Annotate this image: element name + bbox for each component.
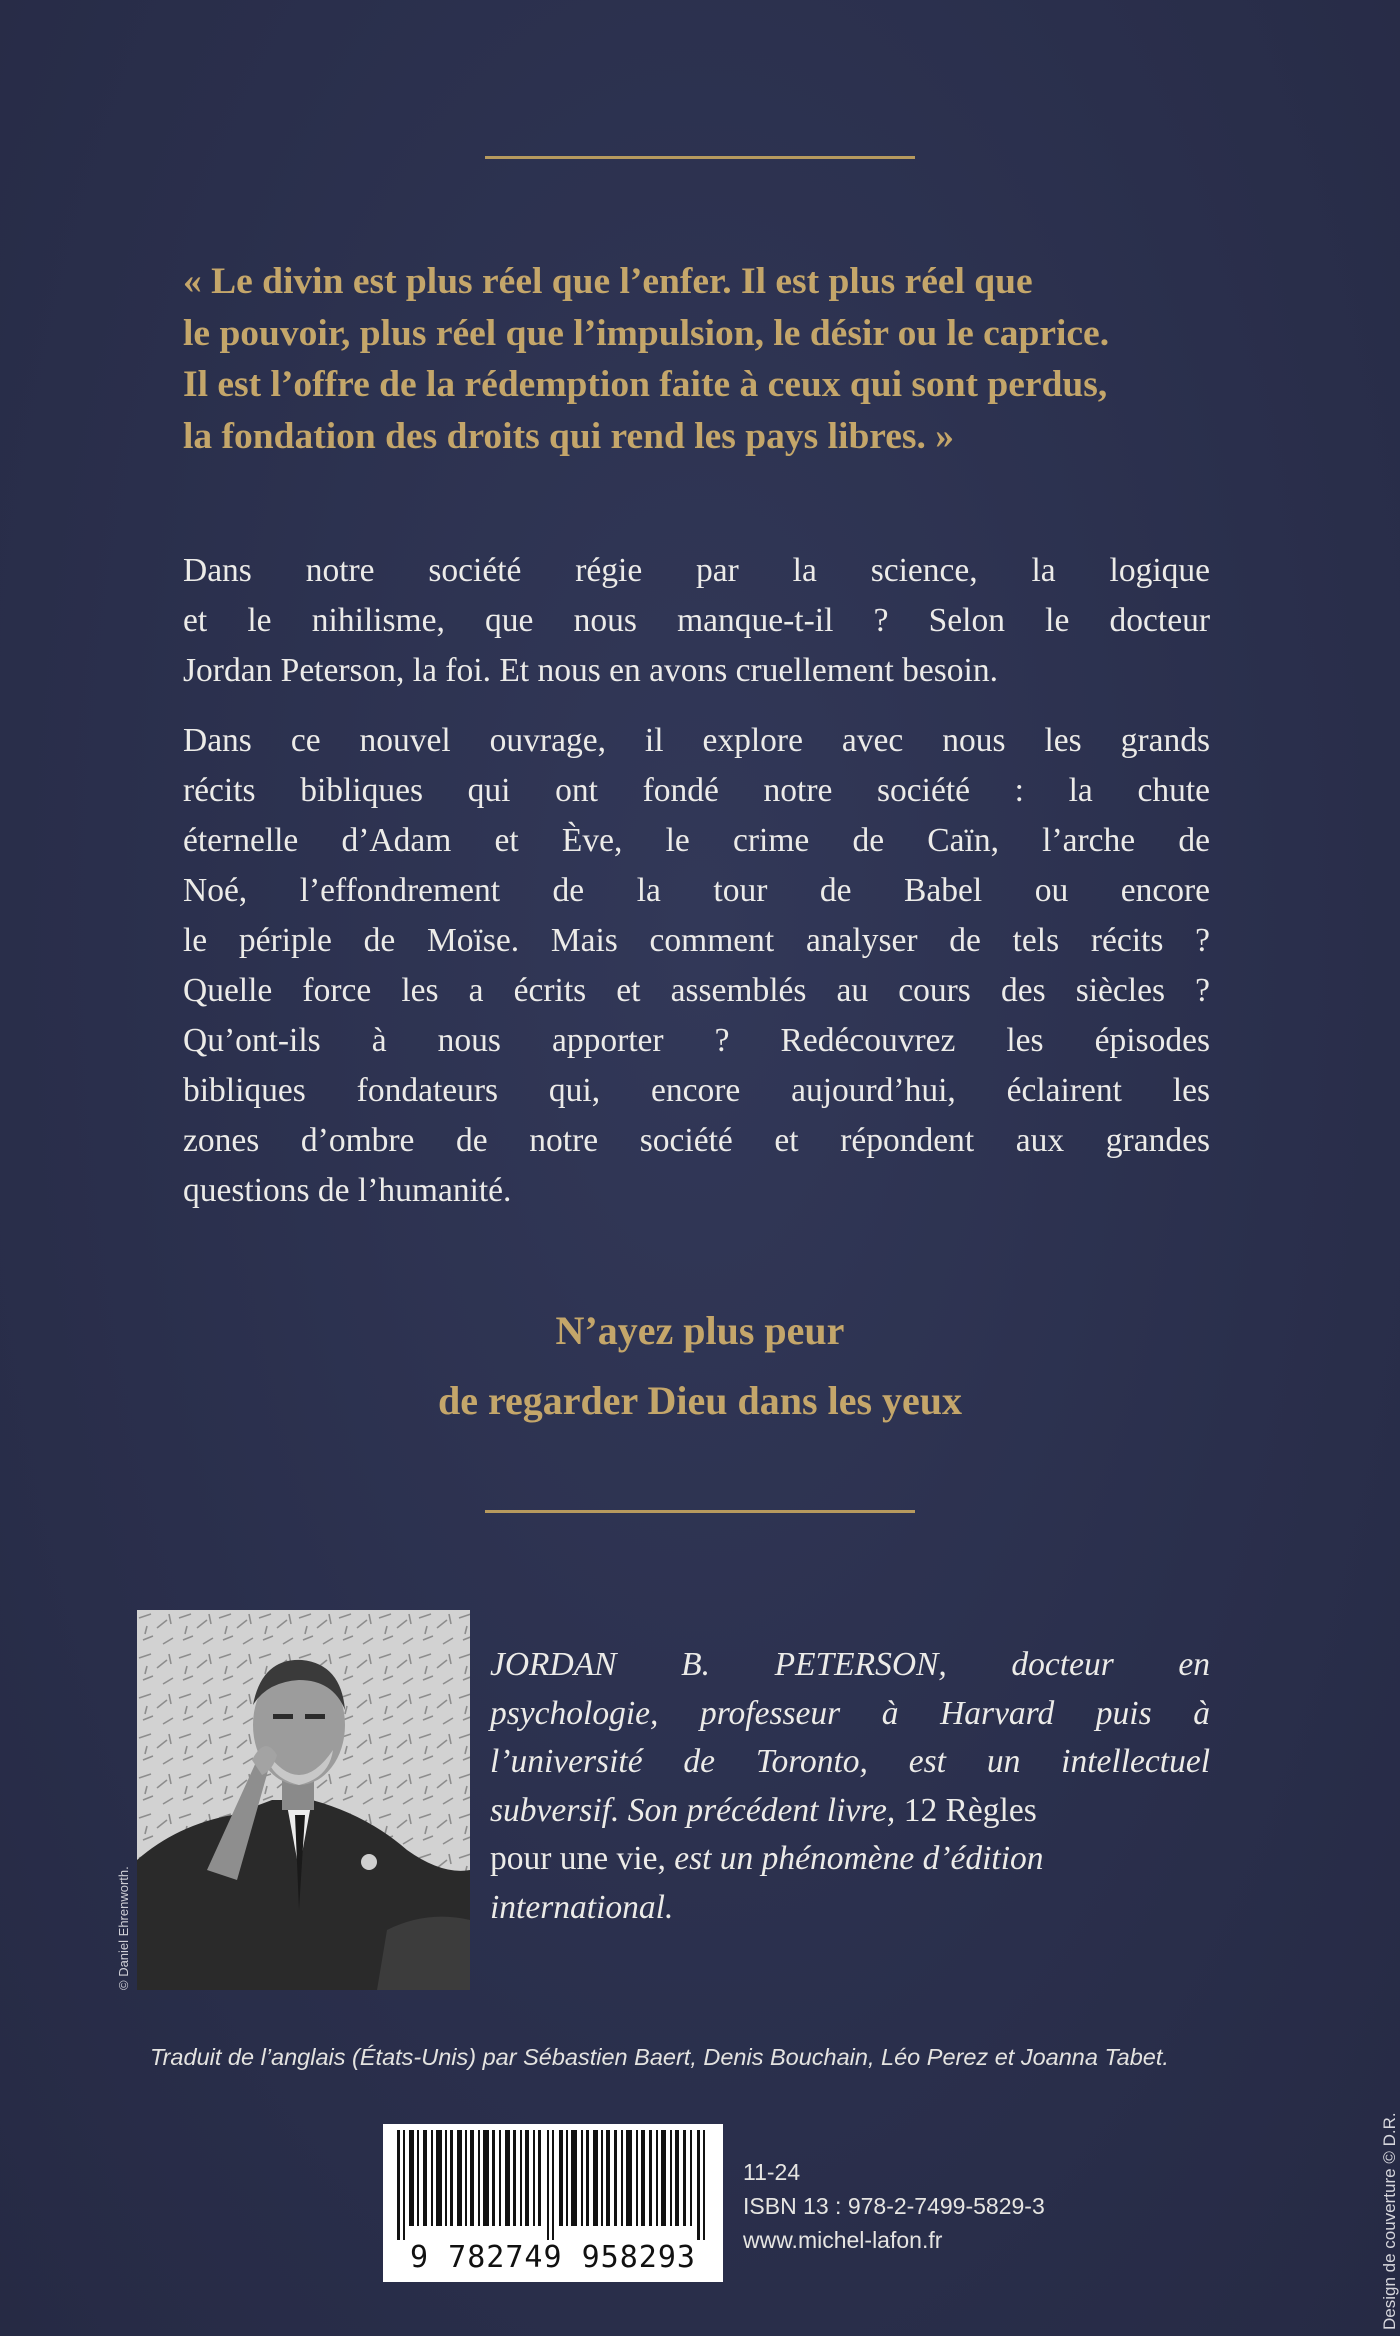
description-paragraph (183, 716, 1210, 1216)
bio-text: est un phénomène d’édition (674, 1840, 1044, 1877)
quote-line: le pouvoir, plus réel que l’impulsion, le désir ou le caprice. (183, 312, 1110, 354)
paragraph-line: éternelle d’Adam et Ève, le crime de Caïn, l’arche de (183, 822, 1210, 859)
publisher-website: www.michel-lafon.fr (743, 2227, 943, 2253)
bio-line (490, 1787, 1210, 1836)
print-code: 11-24 (743, 2159, 801, 2185)
paragraph-line: récits bibliques qui ont fondé notre société : la chute (183, 772, 1210, 809)
translation-credit: Traduit de l’anglais (États-Unis) par Sébastien Baert, Denis Bouchain, Léo Perez et Joanna Tabet. (150, 2044, 1169, 2070)
bio-text: international. (490, 1888, 674, 1926)
paragraph-line: le périple de Moïse. Mais comment analyser de tels récits ? (183, 922, 1210, 959)
quote-line: Il est l’offre de la rédemption faite à ceux qui sont perdus, (183, 364, 1108, 405)
bio-line (490, 1641, 1210, 1690)
bio-text: psychologie, professeur à Harvard puis à (490, 1694, 1210, 1732)
bio-text: subversif. Son précédent livre, (490, 1791, 896, 1829)
paragraph-line: bibliques fondateurs qui, encore aujourd’hui, éclairent les (183, 1072, 1210, 1109)
tagline (0, 1296, 1400, 1436)
paragraph-line: Jordan Peterson, la foi. Et nous en avons cruellement besoin. (183, 652, 998, 689)
isbn-number: ISBN 13 : 978-2-7499-5829-3 (743, 2193, 1045, 2219)
bio-line (490, 1884, 1210, 1933)
bio-line (490, 1835, 1210, 1884)
book-title: 12 Règles (903, 1791, 1037, 1829)
paragraph-line: questions de l’humanité. (183, 1172, 512, 1209)
photo-credit: © Daniel Ehrenworth. (116, 1866, 131, 1990)
barcode-bars (393, 2130, 713, 2240)
pull-quote (183, 256, 1218, 462)
barcode-digits: 9 782749 958293 (410, 2240, 696, 2275)
cover-design-credit: Design de couverture © D.R. (1380, 2112, 1399, 2330)
author-photo (137, 1610, 470, 1990)
paragraph-line: Qu’ont-ils à nous apporter ? Redécouvrez les épisodes (183, 1022, 1210, 1059)
bio-text: JORDAN B. PETERSON, docteur en (490, 1646, 1210, 1683)
top-divider (485, 156, 915, 159)
bio-text: l’université de Toronto, est un intellectuel (490, 1743, 1210, 1780)
middle-divider (485, 1510, 915, 1513)
paragraph-line: Dans notre société régie par la science, la logique (183, 552, 1210, 589)
quote-line: la fondation des droits qui rend les pays libres. » (183, 415, 955, 457)
paragraph-line: Noé, l’effondrement de la tour de Babel ou encore (183, 872, 1210, 909)
barcode (383, 2124, 723, 2282)
author-bio (490, 1641, 1210, 1932)
quote-line: « Le divin est plus réel que l’enfer. Il est plus réel que (183, 261, 1033, 302)
bio-line (490, 1690, 1210, 1739)
paragraph-line: Quelle force les a écrits et assemblés au cours des siècles ? (183, 972, 1210, 1009)
tagline-line-1: N’ayez plus peur (555, 1308, 845, 1353)
paragraph-line: zones d’ombre de notre société et répondent aux grandes (183, 1122, 1210, 1159)
intro-paragraph (183, 546, 1210, 696)
book-title: pour une vie, (490, 1840, 666, 1877)
publisher-info (743, 2155, 1045, 2257)
paragraph-line: Dans ce nouvel ouvrage, il explore avec nous les grands (183, 722, 1210, 759)
paragraph-line: et le nihilisme, que nous manque-t-il ? Selon le docteur (183, 602, 1210, 639)
bio-line (490, 1738, 1210, 1787)
tagline-line-2: de regarder Dieu dans les yeux (437, 1378, 963, 1423)
